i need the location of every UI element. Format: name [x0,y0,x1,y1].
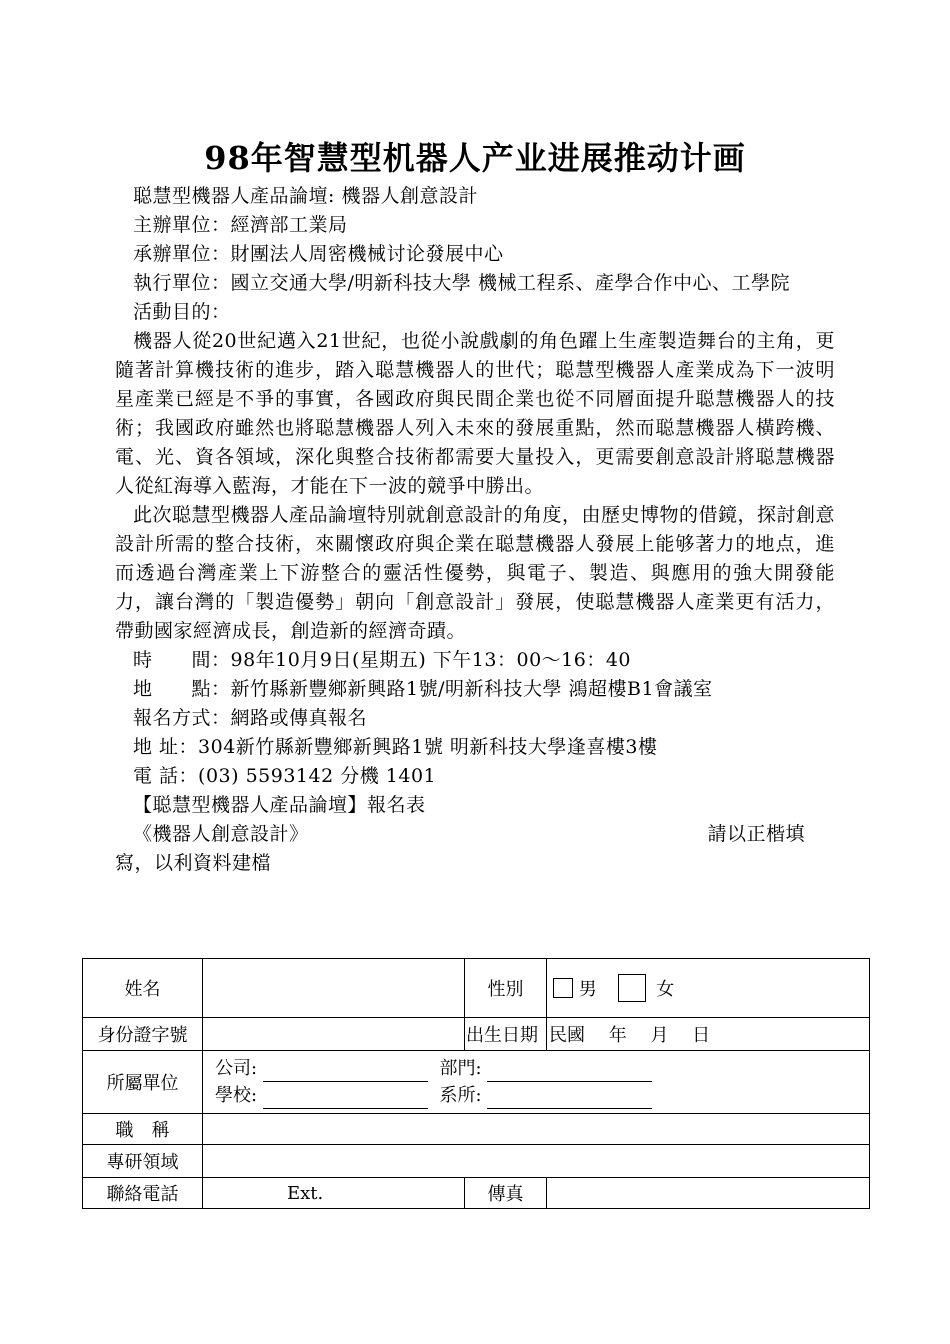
org-label: 所屬單位 [83,1051,203,1114]
purpose-paragraph-2: 此次聪慧型機器人產品論壇特別就創意設計的角度，由歷史博物的借鏡，探討創意設計所需的整合技術，來關懷政府與企業在聪慧機器人發展上能够著力的地点，進而透過台灣產業上下游整合的靈活性優勢，與電子、製造、與應用的強大開發能力，讓台灣的「製造優勢」朝向「創意設計」發展，使聪慧機器人產業更有活力，帶動國家經濟成長，創造新的經濟奇蹟。 [115,504,836,642]
name-row [83,959,870,1018]
fill-note-continued: 寫，以利資料建檔 [115,852,272,874]
extension-label: Ext. [287,1182,324,1204]
id-row [83,1018,870,1051]
male-label: 男 [578,979,597,1000]
department-input[interactable] [487,1063,652,1082]
gender-options [547,959,870,1018]
department-label: 部門: [439,1058,482,1079]
form-title: 【聪慧型機器人產品論壇】報名表 [133,794,426,816]
fax-label: 傳真 [465,1178,547,1209]
fax-input[interactable] [547,1178,870,1209]
school-label: 學校: [215,1085,258,1106]
contact-label: 聯絡電話 [83,1178,203,1209]
contact-phone-input[interactable] [203,1178,465,1209]
registration-form [82,958,870,1209]
research-row [83,1145,870,1178]
executor-line: 執行單位：國立交通大學/明新科技大學 機械工程系、產學合作中心、工學院 [133,272,790,294]
form-subtitle-row [115,820,835,849]
contact-row [83,1178,870,1209]
female-checkbox[interactable] [618,974,646,1002]
place-line: 地 點：新竹縣新豐鄉新興路1號/明新科技大學 鴻超樓B1會議室 [133,678,713,700]
signup-line: 報名方式：網路或傳真報名 [133,707,368,729]
job-title-row [83,1114,870,1145]
name-input[interactable] [203,959,465,1018]
research-input[interactable] [203,1145,870,1178]
company-input[interactable] [263,1063,428,1082]
address-line: 地 址：304新竹縣新豐鄉新興路1號 明新科技大學逢喜樓3樓 [133,736,658,758]
female-label: 女 [656,979,675,1000]
host-line: 主辦單位：經濟部工業局 [133,214,348,236]
forum-line: 聪慧型機器人產品論壇: 機器人創意設計 [133,185,478,207]
school-input[interactable] [263,1090,428,1109]
id-input[interactable] [203,1018,465,1051]
id-label: 身份證字號 [83,1018,203,1051]
fill-note: 請以正楷填 [707,823,805,845]
organizer-line: 承辦單位：財團法人周密機械讨论發展中心 [133,243,504,265]
birth-label: 出生日期 [465,1018,547,1051]
job-title-label: 職 稱 [83,1114,203,1145]
purpose-label: 活動目的： [133,301,231,323]
research-label: 專研領域 [83,1145,203,1178]
org-row [83,1051,870,1114]
male-checkbox[interactable] [553,978,573,998]
birth-date-field[interactable]: 民國 年 月 日 [547,1018,870,1051]
purpose-paragraph-1: 機器人從20世紀邁入21世紀，也從小說戲劇的角色躍上生產製造舞台的主角，更隨著計算機技術的進步，踏入聪慧機器人的世代；聪慧型機器人產業成為下一波明星產業已經是不爭的事實，各國政府與民間企業也從不同層面提升聪慧機器人的技術；我國政府雖然也將聪慧機器人列入未來的發展重點，然而聪慧機器人橫跨機、電、光、資各領域，深化與整合技術都需要大量投入，更需要創意設計將聪慧機器人從紅海導入藍海，才能在下一波的競爭中勝出。 [115,330,835,497]
job-title-input[interactable] [203,1114,870,1145]
faculty-input[interactable] [487,1090,652,1109]
gender-label: 性別 [465,959,547,1018]
form-subtitle: 《機器人創意設計》 [133,823,309,845]
time-line: 時 間：98年10月9日(星期五) 下午13：00～16：40 [133,649,632,671]
org-fields [203,1051,870,1114]
company-label: 公司: [215,1058,258,1079]
document-body [115,182,835,878]
phone-line: 電 話：(03) 5593142 分機 1401 [133,765,437,787]
page-title: 98年智慧型机器人产业进展推动计画 [204,139,746,177]
faculty-label: 系所: [439,1085,482,1106]
name-label: 姓名 [83,959,203,1018]
